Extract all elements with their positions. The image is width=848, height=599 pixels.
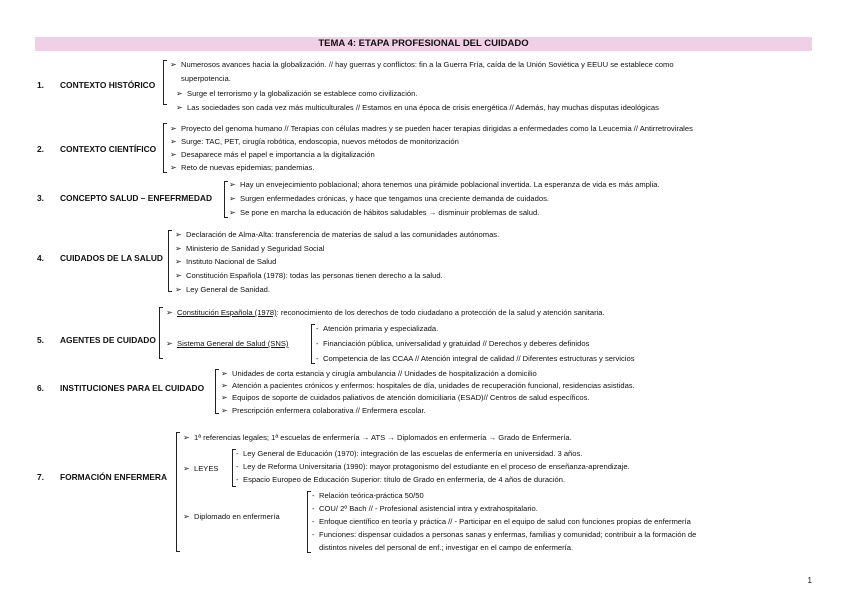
arrow-bullet-icon: ➢	[175, 271, 182, 280]
brace	[163, 123, 167, 173]
list-item: distintos niveles del personal de enf.; investigar en el campo de enfermería.	[319, 543, 574, 552]
section-label: 2. CONTEXTO CIENTÍFICO	[37, 144, 157, 154]
list-item: - Atención primaria y especializada.	[316, 324, 439, 333]
list-item: superpotencia.	[181, 74, 231, 83]
arrow-bullet-icon: ➢	[221, 393, 228, 402]
arrow-bullet-icon: ➢	[170, 137, 177, 146]
list-item: ➢ 1ª referencias legales; 1ª escuelas de enfermería → ATS → Diplomados en enfermería → Grado de Enfermería.	[183, 433, 572, 442]
arrow-bullet-icon: ➢	[175, 230, 182, 239]
brace	[176, 432, 180, 552]
list-item: ➢ Reto de nuevas epidemias; pandemias.	[170, 163, 315, 172]
section-label: 7. FORMACIÓN ENFERMERA	[37, 472, 168, 482]
list-item: ➢ Unidades de corta estancia y cirugía ambulancia // Unidades de hospitalización a domicilio	[221, 369, 537, 378]
arrow-bullet-icon: ➢	[221, 369, 228, 378]
arrow-bullet-icon: ➢	[166, 339, 173, 348]
section-label: 4. CUIDADOS DE LA SALUD	[37, 253, 163, 263]
arrow-bullet-icon: ➢	[229, 180, 236, 189]
arrow-bullet-icon: ➢	[175, 257, 182, 266]
list-item: ➢ Surgen enfermedades crónicas, y hace que tengamos una creciente demanda de cuidados.	[229, 194, 550, 203]
list-item: ➢ Atención a pacientes crónicos y enfermos: hospitales de día, unidades de recuperación funcional, residencias asistidas.	[221, 381, 635, 390]
brace	[307, 491, 311, 553]
list-item: - Ley de Reforma Universitaria (1990): mayor protagonismo del estudiante en el proceso de enseñanza-aprendizaje.	[236, 462, 630, 471]
arrow-bullet-icon: ➢	[221, 406, 228, 415]
arrow-bullet-icon: ➢	[170, 124, 177, 133]
page-number: 1	[807, 576, 812, 585]
list-item: ➢ LEYES	[183, 464, 219, 473]
list-item: - Relación teórica-práctica 50/50	[312, 491, 424, 500]
list-item: ➢ Constitución Española (1978): reconocimiento de los derechos de todo ciudadano a protección de la salud y atención sanitaria.	[166, 308, 605, 317]
list-item: - Funciones: dispensar cuidados a personas sanas y enfermas, familias y comunidad; contribuir a la formación de	[312, 530, 697, 539]
list-item: - Financiación pública, universalidad y gratuidad // Derechos y deberes definidos	[316, 339, 590, 348]
arrow-bullet-icon: ➢	[176, 89, 183, 98]
list-item: ➢ Surge el terrorismo y la globalización se establece como civilización.	[176, 89, 418, 98]
list-item: ➢ Hay un envejecimiento poblacional; ahora tenemos una pirámide poblacional invertida. La esperanza de vida es más amplia.	[229, 180, 660, 189]
arrow-bullet-icon: ➢	[229, 194, 236, 203]
arrow-bullet-icon: ➢	[175, 285, 182, 294]
list-item: ➢ Diplomado en enfermería	[183, 512, 280, 521]
section-label: 1. CONTEXTO HISTÓRICO	[37, 80, 156, 90]
list-item: ➢ Surge: TAC, PET, cirugía robótica, endoscopia, nuevos métodos de monitorización	[170, 137, 459, 146]
arrow-bullet-icon: ➢	[170, 163, 177, 172]
arrow-bullet-icon: ➢	[221, 381, 228, 390]
brace	[168, 230, 172, 292]
arrow-bullet-icon: ➢	[166, 308, 173, 317]
list-item: ➢ Ley General de Sanidad.	[175, 285, 271, 294]
list-item: ➢ Numerosos avances hacia la globalización. // hay guerras y conflictos: fin a la Guerra Fría, caída de la Unión Soviética y EEUU se establece como	[170, 60, 674, 69]
arrow-bullet-icon: ➢	[183, 464, 190, 473]
list-item: ➢ Declaración de Alma-Alta: transferencia de materias de salud a las comunidades autónomas.	[175, 230, 500, 239]
list-item: ➢ Desaparece más el papel e importancia a la digitalización	[170, 150, 375, 159]
list-item: - Enfoque científico en teoría y práctica // - Participar en el equipo de salud con funciones propias de enfermería	[312, 517, 691, 526]
list-item: - Competencia de las CCAA // Atención integral de calidad // Diferentes estructuras y servicios	[316, 354, 635, 363]
arrow-bullet-icon: ➢	[170, 150, 177, 159]
section-label: 5. AGENTES DE CUIDADO	[37, 335, 156, 345]
arrow-bullet-icon: ➢	[183, 512, 190, 521]
arrow-bullet-icon: ➢	[170, 60, 177, 69]
section-label: 3. CONCEPTO SALUD – ENFEFRMEDAD	[37, 193, 213, 203]
brace	[163, 60, 167, 105]
brace	[159, 307, 163, 359]
list-item: ➢ Proyecto del genoma humano // Terapias con células madres y se pueden hacer terapias dirigidas a enfermedades como la Leucemia // Antirretrovirales	[170, 124, 693, 133]
brace	[224, 181, 228, 218]
list-item: ➢ Equipos de soporte de cuidados paliativos de atención domiciliaria (ESAD)// Centros de salud específicos.	[221, 393, 590, 402]
list-item: - Ley General de Educación (1970): integración de las escuelas de enfermería en universidad. 3 años.	[236, 449, 583, 458]
list-item: ➢ Instituto Nacional de Salud	[175, 257, 277, 266]
list-item: ➢ Constitución Española (1978): todas las personas tienen derecho a la salud.	[175, 271, 443, 280]
list-item: ➢ Las sociedades son cada vez más multiculturales // Estamos en una época de crisis energética // Además, hay muchas disputas ideológicas	[176, 103, 659, 112]
arrow-bullet-icon: ➢	[229, 208, 236, 217]
arrow-bullet-icon: ➢	[183, 433, 190, 442]
list-item: - Espacio Europeo de Educación Superior: título de Grado en enfermería, de 4 años de duración.	[236, 475, 566, 484]
list-item: ➢ Se pone en marcha la educación de hábitos saludables → disminuir problemas de salud.	[229, 208, 540, 217]
arrow-bullet-icon: ➢	[175, 244, 182, 253]
page-title: TEMA 4: ETAPA PROFESIONAL DEL CUIDADO	[35, 37, 812, 51]
list-item: ➢ Sistema General de Salud (SNS)	[166, 339, 289, 348]
brace	[311, 324, 315, 364]
list-item: ➢ Ministerio de Sanidad y Seguridad Social	[175, 244, 325, 253]
section-label: 6. INSTITUCIONES PARA EL CUIDADO	[37, 383, 205, 393]
list-item: ➢ Prescripción enfermera colaborativa // Enfermera escolar.	[221, 406, 426, 415]
arrow-bullet-icon: ➢	[176, 103, 183, 112]
brace	[215, 369, 219, 414]
list-item: - COU/ 2º Bach // - Profesional asistencial intra y extrahospitalario.	[312, 504, 538, 513]
